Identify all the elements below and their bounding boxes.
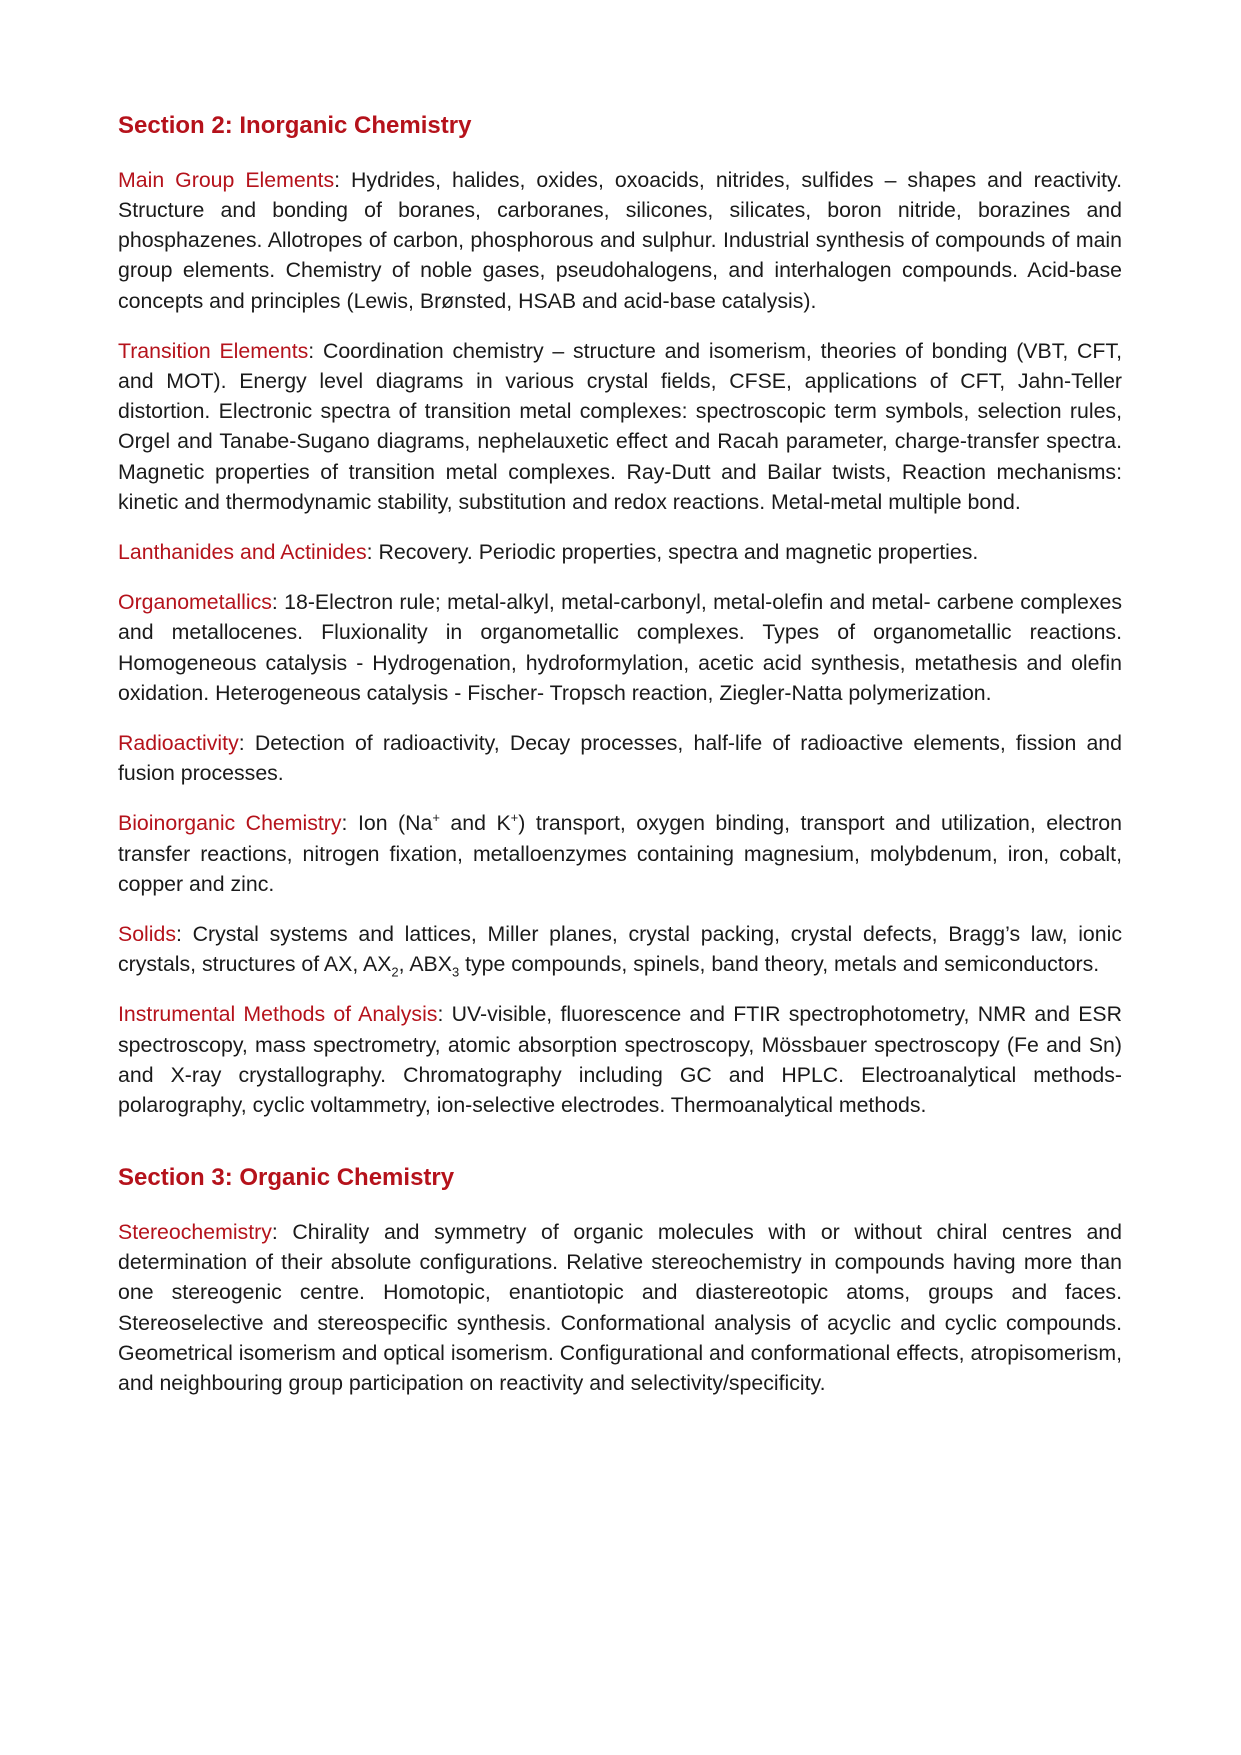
instrumental-text: : UV-visible, fluorescence and FTIR spectrophotometry, NMR and ESR spectroscopy, mass spectrometry, atomic absorption spectroscopy, Mössbauer spectroscopy (Fe and Sn) and X-ray crystallography. Chromatography including GC and HPLC. Electroanalytical methods- polarography, cyclic voltammetry, ion-selective electrodes. Thermoanalytical methods.: [118, 1002, 1122, 1118]
radioactivity-paragraph: [118, 728, 1122, 788]
lanthanides-text: : Recovery. Periodic properties, spectra and magnetic properties.: [366, 540, 979, 565]
transition-topic: Transition Elements: [118, 338, 309, 363]
radioactivity-text: : Detection of radioactivity, Decay processes, half-life of radioactive elements, fission and fusion processes.: [118, 731, 1122, 786]
bioinorganic-text-2: and K: [439, 811, 511, 836]
transition-text: : Coordination chemistry – structure and isomerism, theories of bonding (VBT, CFT, and MOT). Energy level diagrams in various crystal fields, CFSE, applications of CFT, Jahn-Teller distortion. Electronic spectra of transition metal complexes: spectroscopic term symbols, selection rules, Orgel and Tanabe-Sugano diagrams, nephelauxetic effect and Racah parameter, charge-transfer spectra. Magnetic properties of transition metal complexes. Ray-Dutt and Bailar twists, Reaction mechanisms: kinetic and thermodynamic stability, substitution and redox reactions. Metal-metal multiple bond.: [118, 338, 1122, 514]
organometallics-text: : 18-Electron rule; metal-alkyl, metal-carbonyl, metal-olefin and metal- carbene complexes and metallocenes. Fluxionality in organometallic complexes. Types of organometallic reactions. Homogeneous catalysis - Hydrogenation, hydroformylation, acetic acid synthesis, metathesis and olefin oxidation. Heterogeneous catalysis - Fischer- Tropsch reaction, Ziegler-Natta polymerization.: [118, 590, 1122, 705]
transition-paragraph: [118, 336, 1122, 517]
solids-text-1: : Crystal systems and lattices, Miller planes, crystal packing, crystal defects, Bragg’s law, ionic crystals, structures of AX, AX: [118, 922, 1122, 977]
organometallics-paragraph: [118, 587, 1122, 708]
document-page: [118, 112, 1122, 1418]
main-group-topic: Main Group Elements: [118, 167, 335, 192]
main-group-text: : Hydrides, halides, oxides, oxoacids, nitrides, sulfides – shapes and reactivity. Structure and bonding of boranes, carboranes, silicones, silicates, boron nitride, borazines and phosphazenes. Allotropes of carbon, phosphorous and sulphur. Industrial synthesis of compounds of main group elements. Chemistry of noble gases, pseudohalogens, and interhalogen compounds. Acid-base concepts and principles (Lewis, Brønsted, HSAB and acid-base catalysis).: [118, 167, 1122, 313]
stereochemistry-topic: Stereochemistry: [118, 1220, 272, 1245]
potassium-charge: +: [510, 810, 519, 826]
main-group-paragraph: [118, 165, 1122, 316]
bioinorganic-paragraph: [118, 808, 1122, 899]
bioinorganic-topic: Bioinorganic Chemistry: [118, 811, 342, 836]
sodium-charge: +: [432, 810, 440, 826]
solids-text-3: type compounds, spinels, band theory, metals and semiconductors.: [459, 952, 1100, 977]
radioactivity-topic: Radioactivity: [118, 731, 239, 756]
section-3-heading: Section 3: Organic Chemistry: [118, 1164, 455, 1192]
bioinorganic-text-1: : Ion (Na: [341, 811, 433, 836]
solids-topic: Solids: [118, 922, 177, 947]
organometallics-topic: Organometallics: [118, 590, 272, 615]
solids-text-2: , ABX: [398, 952, 452, 977]
abx3-subscript: 3: [451, 964, 460, 980]
instrumental-topic: Instrumental Methods of Analysis: [118, 1002, 438, 1027]
stereochemistry-text: : Chirality and symmetry of organic molecules with or without chiral centres and determination of their absolute configurations. Relative stereochemistry in compounds having more than one stereogenic centre. Homotopic, enantiotopic and diastereotopic atoms, groups and faces. Stereoselective and stereospecific synthesis. Conformational analysis of acyclic and cyclic compounds. Geometrical isomerism and optical isomerism. Configurational and conformational effects, atropisomerism, and neighbouring group participation on reactivity and selectivity/specificity.: [118, 1220, 1122, 1396]
bioinorganic-text-3: ) transport, oxygen binding, transport and utilization, electron transfer reactions, nitrogen fixation, metalloenzymes containing magnesium, molybdenum, iron, cobalt, copper and zinc.: [118, 811, 1122, 896]
lanthanides-topic: Lanthanides and Actinides: [118, 540, 367, 565]
ax2-subscript: 2: [391, 964, 399, 980]
section-2-heading: Section 2: Inorganic Chemistry: [118, 112, 472, 139]
lanthanides-paragraph: [118, 537, 1122, 567]
instrumental-paragraph: [118, 999, 1122, 1120]
stereochemistry-paragraph: [118, 1217, 1122, 1398]
solids-paragraph: [118, 919, 1122, 979]
